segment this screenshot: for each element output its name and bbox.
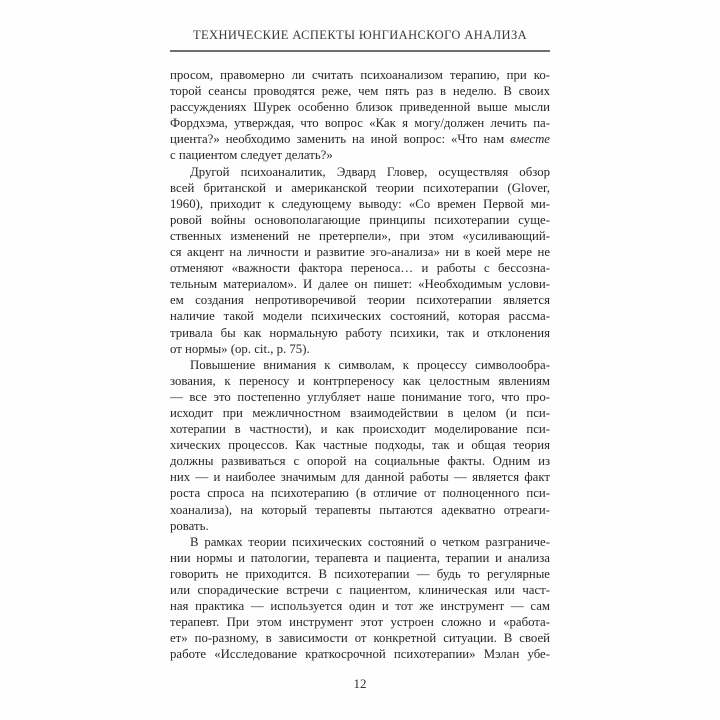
- text-line: Повышение внимания к символам, к процессу символообра-: [190, 357, 550, 372]
- text-line: ственных изменений не претерпели», при этом «усиливающий-: [170, 228, 550, 243]
- text-line: [170, 131, 550, 147]
- paragraph: [170, 67, 550, 164]
- text-line: роста спроса на психотерапию (в отличие от полноценного пси-: [170, 486, 550, 501]
- text-line: рассуждениях Шурек особенно близок приведенной выше мысли: [170, 100, 550, 115]
- paragraph: [170, 164, 550, 357]
- text-line: ная практика — используется один и тот же инструмент — сам: [170, 599, 550, 614]
- text-line: ем создания непротиворечивой теории психотерапии является: [170, 293, 550, 308]
- text-line: работе «Исследование краткосрочной психотерапии» Мэлан убе-: [170, 647, 550, 662]
- text-line: ровать.: [170, 518, 209, 533]
- text-line: наличие такой модели психических состояний, которая рассма-: [170, 309, 550, 324]
- text-line: хотерапии в частности), и как происходит моделирование пси-: [170, 422, 550, 437]
- text-column: [170, 0, 550, 662]
- text-line: ровой войны основополагающие принципы психотерапии суще-: [170, 212, 550, 227]
- text-line: — все это постепенно углубляет наше понимание того, что про-: [170, 389, 550, 404]
- text-line: тельным материалом». И далее он пишет: «Необходимым услови-: [170, 277, 550, 292]
- text-line: зования, к переносу и контрпереносу как целостным явлениям: [170, 373, 550, 388]
- body-text: [170, 67, 550, 662]
- text-line: с пациентом следует делать?»: [170, 148, 333, 163]
- text-line: 1960), приходит к следующему выводу: «Со времен Первой ми-: [170, 196, 550, 211]
- text-line: исходит при межличностном взаимодействии в целом (и пси-: [170, 405, 550, 420]
- text-line: всей британской и американской теории психотерапии (Glover,: [170, 180, 550, 195]
- page-number: 12: [353, 676, 367, 691]
- paragraph: [170, 534, 550, 663]
- text-line: отменяют «важности фактора переноса… и работы с бессозна-: [170, 261, 550, 276]
- text-line: ся акцент на личности и развитие эго-анализа» ни в коей мере не: [170, 245, 550, 260]
- text-line: нии нормы и патологии, терапевта и пациента, терапии и анализа: [170, 550, 550, 565]
- running-header: ТЕХНИЧЕСКИЕ АСПЕКТЫ ЮНГИАНСКОГО АНАЛИЗА: [170, 28, 550, 52]
- paragraph: [170, 357, 550, 534]
- text-segment: циента?» необходимо заменить на иной вопрос: «Что нам: [170, 132, 511, 147]
- text-line: должны развиваться с опорой на социальные факты. Одним из: [170, 454, 550, 469]
- text-line: хоанализа), на который терапевты пытаются адекватно отреаги-: [170, 502, 550, 517]
- italic-text: вместе: [510, 132, 550, 147]
- text-line: тривала бы как нормальную работу психики, так и отклонения: [170, 325, 550, 340]
- text-line: Фордхэма, утверждая, что вопрос «Как я могу/должен лечить па-: [170, 116, 550, 131]
- text-line: терапевт. При этом инструмент этот устроен сложно и «работа-: [170, 615, 550, 630]
- text-line: от нормы» (op. cit., p. 75).: [170, 341, 310, 356]
- text-line: В рамках теории психических состояний о четком разграниче-: [190, 534, 550, 549]
- text-line: них — и наиболее значимым для данной работы — является факт: [170, 470, 550, 485]
- text-line: ет» по-разному, в зависимости от конкретной ситуации. В своей: [170, 631, 550, 646]
- text-line: Другой психоаналитик, Эдвард Гловер, осуществляя обзор: [190, 164, 550, 179]
- text-line: просом, правомерно ли считать психоанализом терапию, при ко-: [170, 68, 550, 82]
- text-line: или спорадические встречи с пациентом, клиническая или част-: [170, 583, 550, 597]
- text-line: хических процессов. Как частные подходы, так и общая теория: [170, 438, 550, 453]
- text-line: говорить не приходится. В психотерапии — будь то регулярные: [170, 566, 550, 581]
- text-line: торой сеансы проводятся реже, чем пять раз в неделю. В своих: [170, 84, 550, 99]
